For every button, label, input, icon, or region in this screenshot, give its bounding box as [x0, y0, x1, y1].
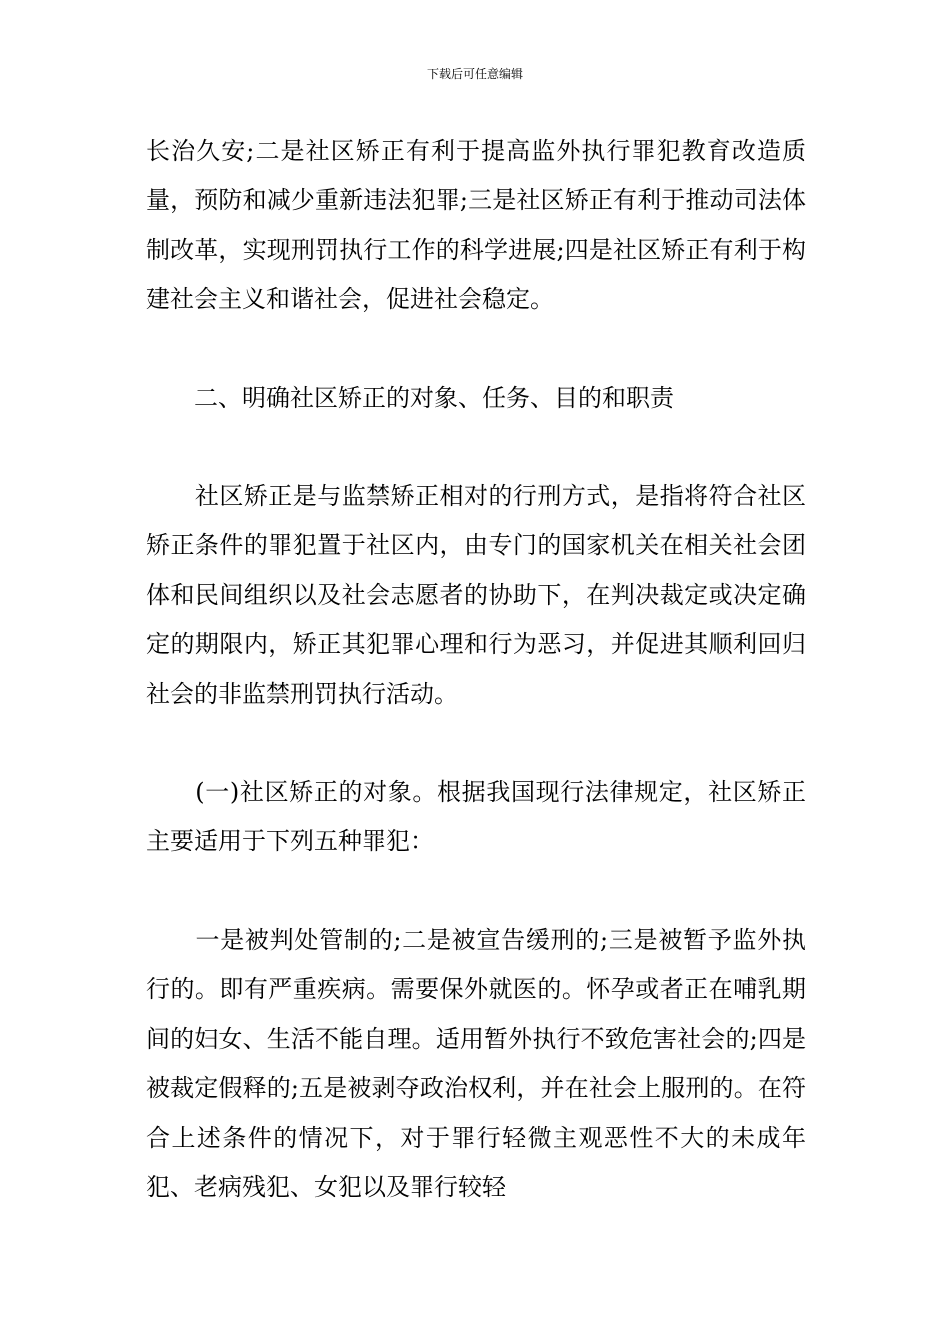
section-heading: 二、明确社区矫正的对象、任务、目的和职责 — [146, 383, 674, 412]
paragraph-spacer — [146, 423, 806, 472]
document-body — [146, 127, 806, 1212]
paragraph-continuation: 长治久安;二是社区矫正有利于提高监外执行罪犯教育改造质量，预防和减少重新违法犯罪;三是社区矫正有利于推动司法体制改革，实现刑罚执行工作的科学进展;四是社区矫正有利于构建社会主义和谐社会，促进社会稳定。 — [146, 137, 806, 314]
paragraph-spacer — [146, 325, 806, 374]
paragraph-subsection-objects: (一)社区矫正的对象。根据我国现行法律规定，社区矫正主要适用于下列五种罪犯： — [146, 778, 806, 856]
paragraph-five-categories: 一是被判处管制的;二是被宣告缓刑的;三是被暂予监外执行的。即有严重疾病。需要保外就医的。怀孕或者正在哺乳期间的妇女、生活不能自理。适用暂外执行不致危害社会的;四是被裁定假释的;五是被剥夺政治权利，并在社会上服刑的。在符合上述条件的情况下，对于罪行轻微主观恶性不大的未成年犯、老病残犯、女犯以及罪行较轻 — [146, 925, 806, 1201]
paragraph-spacer — [146, 719, 806, 768]
paragraph-definition: 社区矫正是与监禁矫正相对的行刑方式，是指将符合社区矫正条件的罪犯置于社区内，由专门的国家机关在相关社会团体和民间组织以及社会志愿者的协助下，在判决裁定或决定确定的期限内，矫正其犯罪心理和行为恶习，并促进其顺利回归社会的非监禁刑罚执行活动。 — [146, 482, 806, 708]
page-header-note: 下载后可任意编辑 — [426, 67, 523, 81]
paragraph-spacer — [146, 867, 806, 916]
